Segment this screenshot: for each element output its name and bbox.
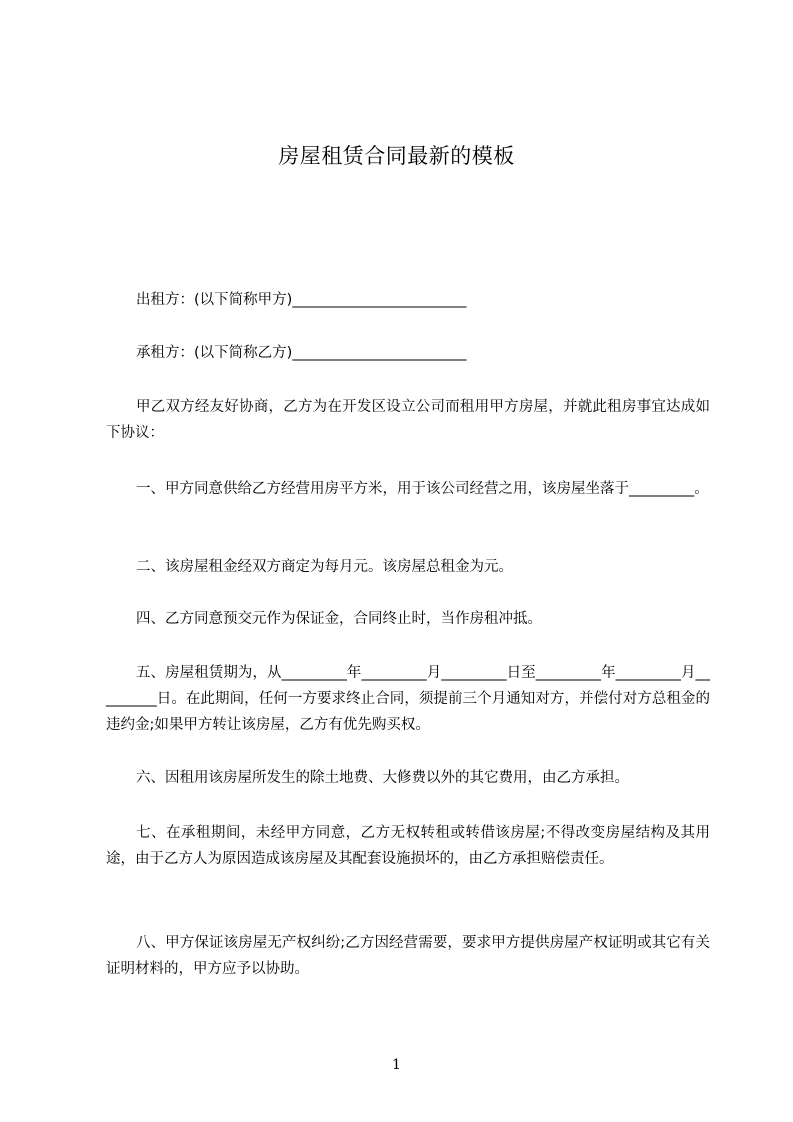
lessor-line: 出租方：(以下简称甲方)________________________ <box>136 292 467 308</box>
clause-5-paragraph: 五、房屋租赁期为，从_________年_________月_________日至_________年_________月_________日。在此期间，任何一方要求终止合同，须提前三个月通知对方，并偿付对方总租金的违约金;如果甲方转让该房屋，乙方有优先购买权。 <box>106 665 710 733</box>
clause-2-paragraph: 二、该房屋租金经双方商定为每月元。该房屋总租金为元。 <box>136 559 513 575</box>
clause-8-paragraph: 八、甲方保证该房屋无产权纠纷;乙方因经营需要，要求甲方提供房屋产权证明或其它有关证明材料的，甲方应予以协助。 <box>106 935 710 977</box>
clause-4-paragraph: 四、乙方同意预交元作为保证金，合同终止时，当作房租冲抵。 <box>136 611 542 627</box>
clause-7-paragraph: 七、在承租期间，未经甲方同意，乙方无权转租或转借该房屋;不得改变房屋结构及其用途，由于乙方人为原因造成该房屋及其配套设施损坏的，由乙方承担赔偿责任。 <box>106 825 710 867</box>
page-number: 1 <box>392 1057 401 1073</box>
clause-6-paragraph: 六、因租用该房屋所发生的除土地费、大修费以外的其它费用，由乙方承担。 <box>136 770 629 786</box>
document-title: 房屋租赁合同最新的模板 <box>278 144 515 168</box>
preamble-paragraph: 甲乙双方经友好协商，乙方为在开发区设立公司而租用甲方房屋，并就此租房事宜达成如下协议： <box>106 399 710 441</box>
clause-1-paragraph: 一、甲方同意供给乙方经营用房平方米，用于该公司经营之用，该房屋坐落于_________。 <box>136 481 709 497</box>
lessee-line: 承租方：(以下简称乙方)________________________ <box>136 345 467 361</box>
